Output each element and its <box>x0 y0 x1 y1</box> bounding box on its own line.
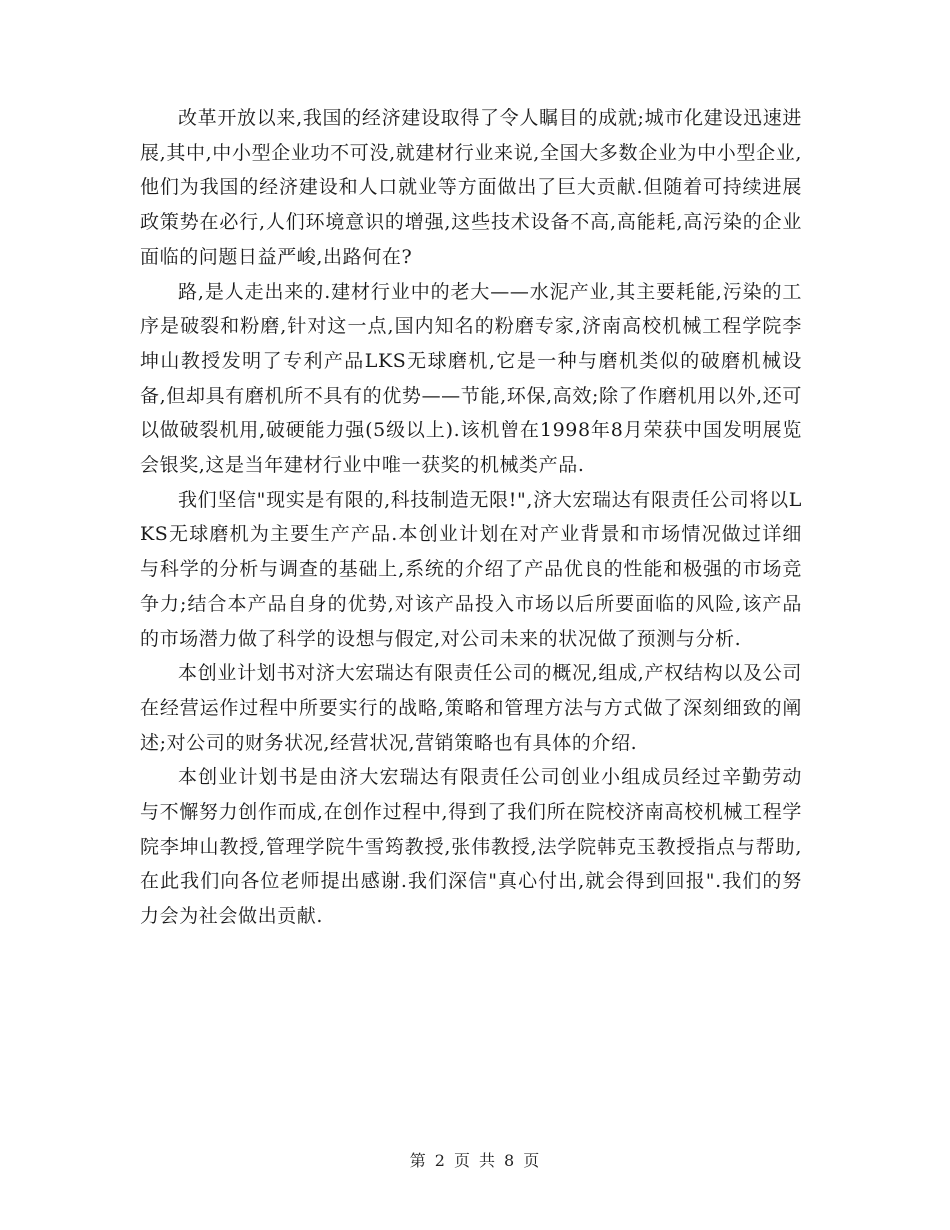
total-prefix: 共 <box>479 1151 497 1170</box>
total-page-count: 8 <box>504 1151 516 1170</box>
page-prefix: 第 <box>409 1151 427 1170</box>
paragraph-3: 我们坚信"现实是有限的,科技制造无限!",济大宏瑞达有限责任公司将以LKS无球磨机为主要生产产品.本创业计划在对产业背景和市场情况做过详细与科学的分析与调查的基础上,系统的介绍了产品优良的性能和极强的市场竞争力;结合本产品自身的优势,对该产品投入市场以后所要面临的风险,该产品的市场潜力做了科学的设想与假定,对公司未来的状况做了预测与分析. <box>140 488 802 650</box>
paragraph-5: 本创业计划书是由济大宏瑞达有限责任公司创业小组成员经过辛勤劳动与不懈努力创作而成,在创作过程中,得到了我们所在院校济南高校机械工程学院李坤山教授,管理学院牛雪筠教授,张伟教授,法学院韩克玉教授指点与帮助,在此我们向各位老师提出感谢.我们深信"真心付出,就会得到回报".我们的努力会为社会做出贡献. <box>140 766 802 928</box>
page-footer <box>0 1148 950 1171</box>
document-body <box>140 101 802 934</box>
current-page-number: 2 <box>434 1151 446 1170</box>
paragraph-1: 改革开放以来,我国的经济建设取得了令人瞩目的成就;城市化建设迅速进展,其中,中小型企业功不可没,就建材行业来说,全国大多数企业为中小型企业,他们为我国的经济建设和人口就业等方面做出了巨大贡献.但随着可持续进展政策势在必行,人们环境意识的增强,这些技术设备不高,高能耗,高污染的企业面临的问题日益严峻,出路何在? <box>140 107 802 268</box>
paragraph-4: 本创业计划书对济大宏瑞达有限责任公司的概况,组成,产权结构以及公司在经营运作过程中所要实行的战略,策略和管理方法与方式做了深刻细致的阐述;对公司的财务状况,经营状况,营销策略也有具体的介绍. <box>140 662 802 754</box>
page-unit: 页 <box>453 1151 471 1170</box>
paragraph-2: 路,是人走出来的.建材行业中的老大——水泥产业,其主要耗能,污染的工序是破裂和粉磨,针对这一点,国内知名的粉磨专家,济南高校机械工程学院李坤山教授发明了专利产品LKS无球磨机,它是一种与磨机类似的破磨机械设备,但却具有磨机所不具有的优势——节能,环保,高效;除了作磨机用以外,还可以做破裂机用,破硬能力强(5级以上).该机曾在1998年8月荣获中国发明展览会银奖,这是当年建材行业中唯一获奖的机械类产品. <box>140 280 802 477</box>
total-unit: 页 <box>523 1151 541 1170</box>
